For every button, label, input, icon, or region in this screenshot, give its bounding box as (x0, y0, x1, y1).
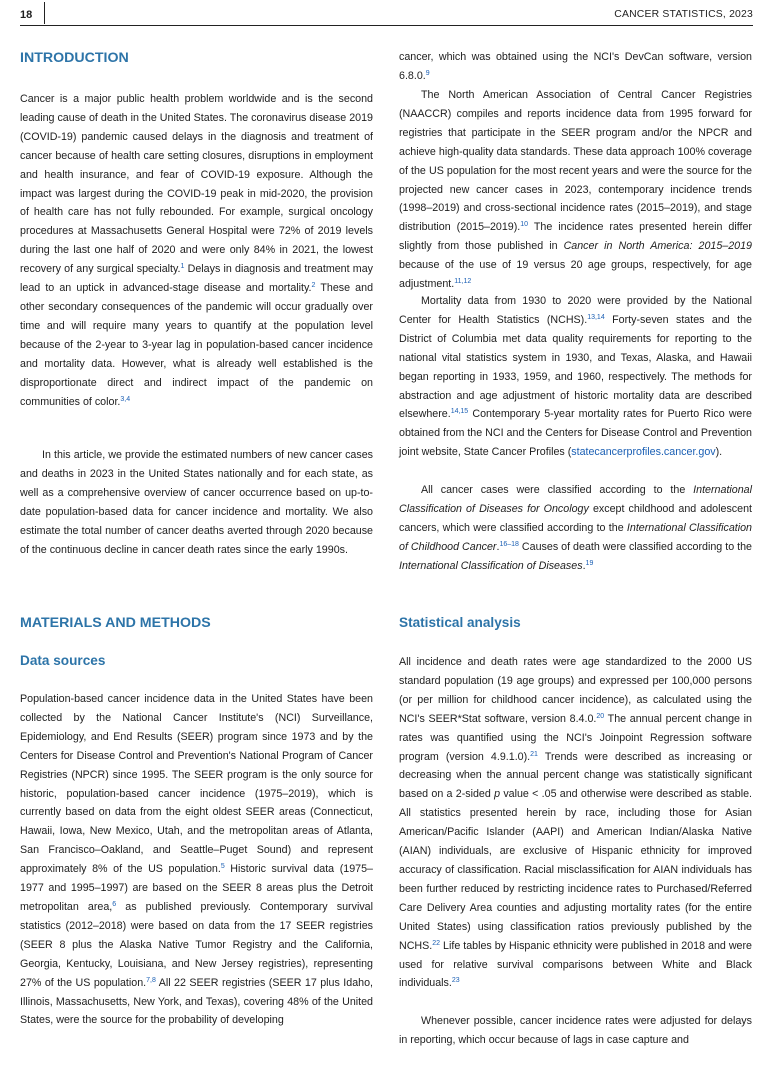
citation: 20 (596, 712, 605, 720)
intro-paragraph-2: In this article, we provide the estimated numbers of new cancer cases and deaths in 2023 in the United States nationally and for each state, as well as a comprehensive overview of cancer occurrence based on up-to-date population-based data for cancer incidence and mortality. We also estimate the total number of cancer deaths averted through 2020 because of the continuous decline in cancer death rates since the early 1990s. (20, 449, 373, 556)
citation: 9 (425, 69, 430, 77)
citation: 16–18 (499, 540, 519, 548)
statistical-analysis-heading: Statistical analysis (399, 615, 521, 630)
introduction-heading: INTRODUCTION (20, 50, 129, 66)
data-sources-paragraph: Population-based cancer incidence data in the United States have been collected by the National Cancer Institute's (NCI) Surveillance, Epidemiology, and End Results (SEER) program since 1973 and by the Centers for Disease Control and Prevention's National Program of Cancer Registries (NPCR) since 1995. The SEER program is the only source for historic, population-based cancer incidence (1975–2019), which is currently based on data from the eight oldest SEER areas (Connecticut, Hawaii, Iowa, New Mexico, Utah, and the metropolitan areas of Atlanta, San Francisco–Oakland, and Seattle–Puget Sound) and represent approximately 8% of the US population.$^5$ Historic survival data (1975–1977 and 1995–1997) are based on the SEER 8 areas plus the Detroit metropolitan area,$^6$ as published previously. Contemporary survival statistics (2012–2018) were based on data from the 17 SEER registries (SEER 8 plus the Alaska Native Tumor Registry and the California, Georgia, Kentucky, Louisiana, and New Jersey registries), representing 27% of the US population.$^{7,8}$ All 22 SEER registries (SEER 17 plus Idaho, Illinois, Massachusetts, New York, and Texas), covering 48% of the United States, were the source for the probability of developing (20, 693, 373, 1027)
citation: 6 (112, 900, 117, 908)
citation: 5 (220, 863, 225, 871)
citation: 2 (311, 282, 316, 290)
intro-paragraph-1: Cancer is a major public health problem worldwide and is the second leading cause of death in the United States. The coronavirus disease 2019 (COVID-19) pandemic caused delays in the diagnosis and treatment of cancer because of health care setting closures, disruptions in employment and health insurance, and fear of COVID-19 exposure. Although the impact was largest during the COVID-19 peak in mid-2020, the provision of health care has not fully rebounded. For example, surgical oncology procedures at Massachusetts General Hospital were 72% of 2019 levels during the last one half of 2020 and were only 84% in 2021, the lowest recovery of any surgical specialty.$^1$ Delays in diagnosis and treatment may lead to an uptick in advanced-stage disease and mortality.$^2$ These and other secondary consequences of the pandemic will occur gradually over time and will require many years to quantify at the population level because of the 2-year to 3-year lag in population-based cancer incidence and mortality data. However, what is already well established is the disproportionate direct and indirect impact of the pandemic on communities of color.$^{3,4}$ (20, 93, 374, 408)
citation: 22 (432, 939, 441, 947)
citation: 7,8 (146, 976, 156, 984)
citation: 10 (520, 221, 529, 229)
citation: 23 (451, 977, 460, 985)
page-header (20, 0, 753, 26)
naaccr-paragraph: The North American Association of Central Cancer Registries (NAACCR) compiles and reports incidence data from 1995 forward for registries that participate in the SEER program and/or the NPCR and achieve high-quality data standards. These data approach 100% coverage of the US population for the most recent years and were the source for the projected new cancer cases in 2023, contemporary incidence trends (1998–2019) and cross-sectional incidence rates (2015–2019), and stage distribution (2015–2019).$^{10}$ The incidence rates presented herein differ slightly from those published in Cancer in North America: 2015–2019 because of the use of 19 versus 20 age groups, respectively, for age adjustment.$^{11,12}$ (399, 89, 752, 291)
continued-paragraph: cancer, which was obtained using the NCI's DevCan software, version 6.8.0.$^9$ (399, 51, 752, 82)
data-sources-heading: Data sources (20, 653, 106, 668)
citation: 21 (530, 750, 538, 758)
header-rule (20, 25, 753, 26)
citation: 13,14 (587, 313, 605, 321)
header-divider (44, 2, 45, 24)
state-cancer-profiles-link[interactable]: statecancerprofiles.cancer.gov (571, 446, 716, 459)
citation: 3,4 (120, 395, 131, 403)
delay-adjustment-paragraph: Whenever possible, cancer incidence rates were adjusted for delays in reporting, which occur because of lags in case capture and (399, 1015, 752, 1046)
classification-paragraph: All cancer cases were classified according to the International Classification of Diseases for Oncology except childhood and adolescent cancers, which were classified according to the International Classification of Childhood Cancer.$^{16-18}$ Causes of death were classified according to the International Classification of Diseases.$^{19}$ (399, 484, 752, 572)
materials-methods-heading: MATERIALS AND METHODS (20, 615, 211, 631)
mortality-paragraph: Mortality data from 1930 to 2020 were provided by the National Center for Health Statistics (NCHS).$^{13,14}$ Forty-seven states and the District of Columbia met data quality requirements for reporting to the national vital statistics system in 1930, and Texas, Alaska, and Hawaii began reporting in 1933, 1959, and 1960, respectively. The methods for abstraction and age adjustment of historic mortality data are described elsewhere.$^{14,15}$ Contemporary 5-year mortality rates for Puerto Rico were obtained from the NCI and the Centers for Disease Control and Prevention joint website, State Cancer Profiles (statecancerprofiles.cancer.gov). (399, 295, 752, 459)
running-title: CANCER STATISTICS, 2023 (614, 9, 753, 20)
citation: 19 (585, 559, 594, 567)
citation: 14,15 (450, 408, 469, 416)
statistical-analysis-paragraph: All incidence and death rates were age standardized to the 2000 US standard population (19 age groups) and expressed per 100,000 persons (or per million for childhood cancer incidence), as calculated using the NCI's SEER*Stat software, version 8.4.0.20 The annual percent change in rates was quantified using the NCI's Joinpoint Regression software program (version 4.9.1.0).$^{21}$ Trends were described as increasing or decreasing when the annual percent change was statistically significant based on a 2-sided p value < .05 and otherwise were described as stable. All statistics presented herein by race, including those for Asian American/Pacific Islander (AAPI) and American Indian/Alaska Native (AIAN) individuals, are exclusive of Hispanic ethnicity for improved accuracy of classification. Racial misclassification for AIAN individuals has been further reduced by restricting incidence rates to Purchased/Referred Care Delivery Area counties and adjusting mortality rates (for the entire United States) using classification ratios previously published by the NCHS.$^{22}$ Life tables by Hispanic ethnicity were published in 2018 and were used for relative survival comparisons between White and Black individuals.$^{23}$ (399, 656, 753, 990)
page-number: 18 (20, 9, 33, 21)
citation: 1 (180, 263, 185, 271)
citation: 11,12 (454, 278, 472, 286)
